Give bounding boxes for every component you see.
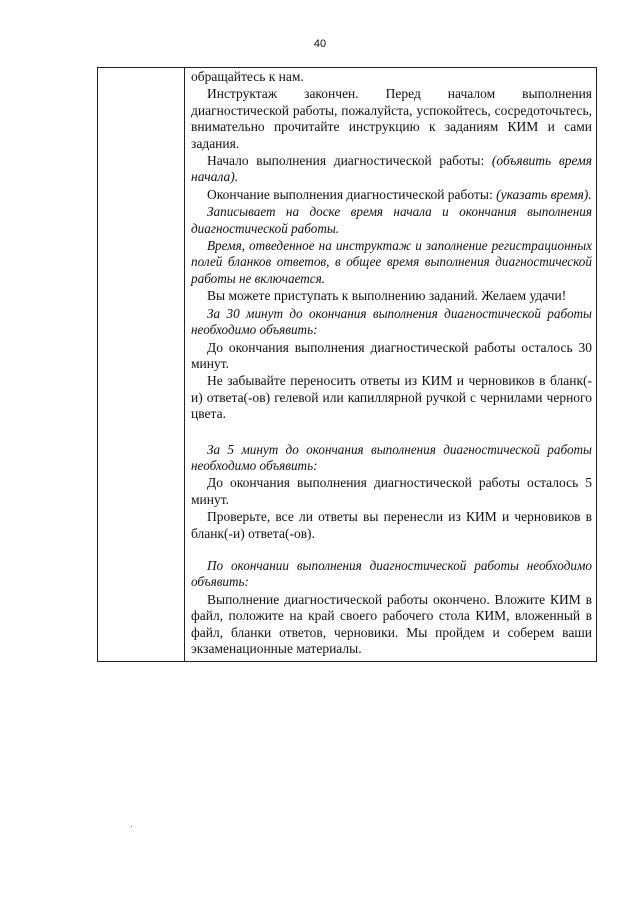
paragraph-end-cue: По окончании выполнения диагностической работы необходимо объявить:	[191, 557, 592, 590]
paragraph-board-note: Записывает на доске время начала и окончания выполнения диагностической работы.	[191, 204, 592, 236]
paragraph-work-finished: Выполнение диагностической работы окончено. Вложите КИМ в файл, положите на край своего рабочего стола КИМ, вложенный в файл, бланки ответов, черновики. Мы пройдем и соберем ваши экзаменационные материалы.	[191, 591, 592, 656]
paragraph-5-min-cue: За 5 минут до окончания выполнения диагностической работы необходимо объявить:	[191, 441, 592, 473]
instruction-text-cell	[185, 68, 597, 662]
start-time-note: (объявить время начала).	[191, 153, 592, 185]
page-number: 40	[313, 38, 327, 50]
paragraph-30-min-cue: За 30 минут до окончания выполнения диагностической работы необходимо объявить:	[191, 305, 592, 338]
paragraph-5-min-left: До окончания выполнения диагностической работы осталось 5 минут.	[191, 475, 592, 507]
paragraph-continuation: обращайтесь к нам.	[191, 69, 304, 84]
table-row	[98, 68, 597, 662]
scan-speck	[131, 826, 132, 827]
paragraph-time-note: Время, отведенное на инструктаж и заполнение регистрационных полей бланков ответов, в общее время выполнения диагностической работы не включается.	[191, 238, 592, 286]
start-time-text: Начало выполнения диагностической работы:	[207, 153, 492, 169]
paragraph-end-time	[191, 187, 592, 203]
paragraph-transfer-answers: Не забывайте переносить ответы из КИМ и черновиков в бланк(-и) ответа(-ов) гелевой или капиллярной ручкой с чернилами черного цвета.	[191, 373, 592, 422]
instruction-table	[97, 67, 597, 662]
end-time-note: (указать время).	[496, 186, 592, 202]
paragraph-begin: Вы можете приступать к выполнению заданий. Желаем удачи!	[207, 288, 567, 304]
paragraph-30-min-left: До окончания выполнения диагностической работы осталось 30 минут.	[191, 339, 592, 371]
end-time-text: Окончание выполнения диагностической работы:	[207, 186, 497, 202]
paragraph-start-time	[191, 153, 592, 186]
paragraph-check-answers: Проверьте, все ли ответы вы перенесли из КИМ и черновиков в бланк(-и) ответа(-ов).	[191, 509, 592, 541]
paragraph-briefing-finished: Инструктаж закончен. Перед началом выполнения диагностической работы, пожалуйста, успокойтесь, сосредоточьтесь, внимательно прочитайте инструкцию к заданиям КИМ и сами задания.	[191, 86, 592, 151]
empty-left-cell	[98, 68, 185, 662]
